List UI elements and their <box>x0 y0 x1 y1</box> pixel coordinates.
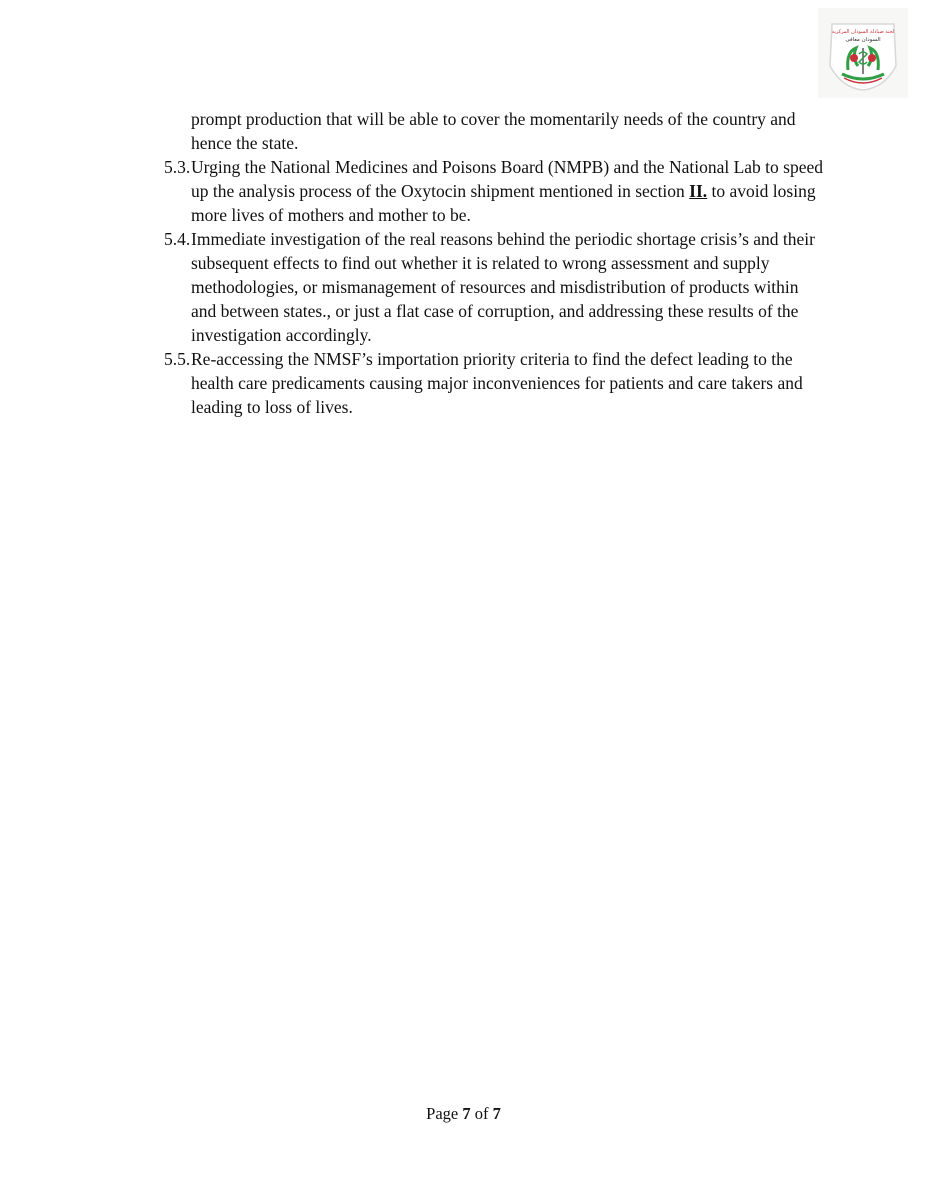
of-word: of <box>474 1104 489 1123</box>
current-page-number: 7 <box>462 1104 471 1123</box>
organization-logo <box>818 8 908 98</box>
total-pages-number: 7 <box>492 1104 501 1123</box>
list-item-number: 5.4. <box>164 229 191 249</box>
list-item-number: 5.3. <box>164 157 191 177</box>
section-reference: II. <box>689 181 708 201</box>
logo-caption-top: لجنة صيادلة السودان المركزية <box>831 29 895 35</box>
paragraph-continuation: prompt production that will be able to cover the momentarily needs of the country and hence the state. <box>191 109 796 153</box>
list-item-number: 5.5. <box>164 349 191 369</box>
list-item-text <box>191 155 824 227</box>
document-body <box>164 107 824 419</box>
list-item-5-5 <box>164 347 824 419</box>
page-word: Page <box>426 1104 459 1123</box>
list-item-5-3 <box>164 155 824 227</box>
list-item-text: Immediate investigation of the real reasons behind the periodic shortage crisis’s and their subsequent effects to find out whether it is related to wrong assessment and supply methodologies, or mismanagement of resources and misdistribution of products within and between states., or just a flat case of corruption, and addressing these results of the investigation accordingly. <box>191 229 815 345</box>
list-item-5-4 <box>164 227 824 347</box>
list-item-text-after: to avoid losing more lives of mothers and mother to be. <box>191 181 816 225</box>
logo-caption-bottom: السودان معافى <box>845 37 881 43</box>
list-item-text: Re-accessing the NMSF’s importation priority criteria to find the defect leading to the health care predicaments causing major inconveniences for patients and care takers and leading to loss of lives. <box>191 349 803 417</box>
organization-emblem-icon <box>818 8 908 98</box>
list-item-text-before: Urging the National Medicines and Poisons Board (NMPB) and the National Lab to speed up the analysis process of the Oxytocin shipment mentioned in section <box>191 157 823 201</box>
page-footer <box>0 1104 927 1124</box>
